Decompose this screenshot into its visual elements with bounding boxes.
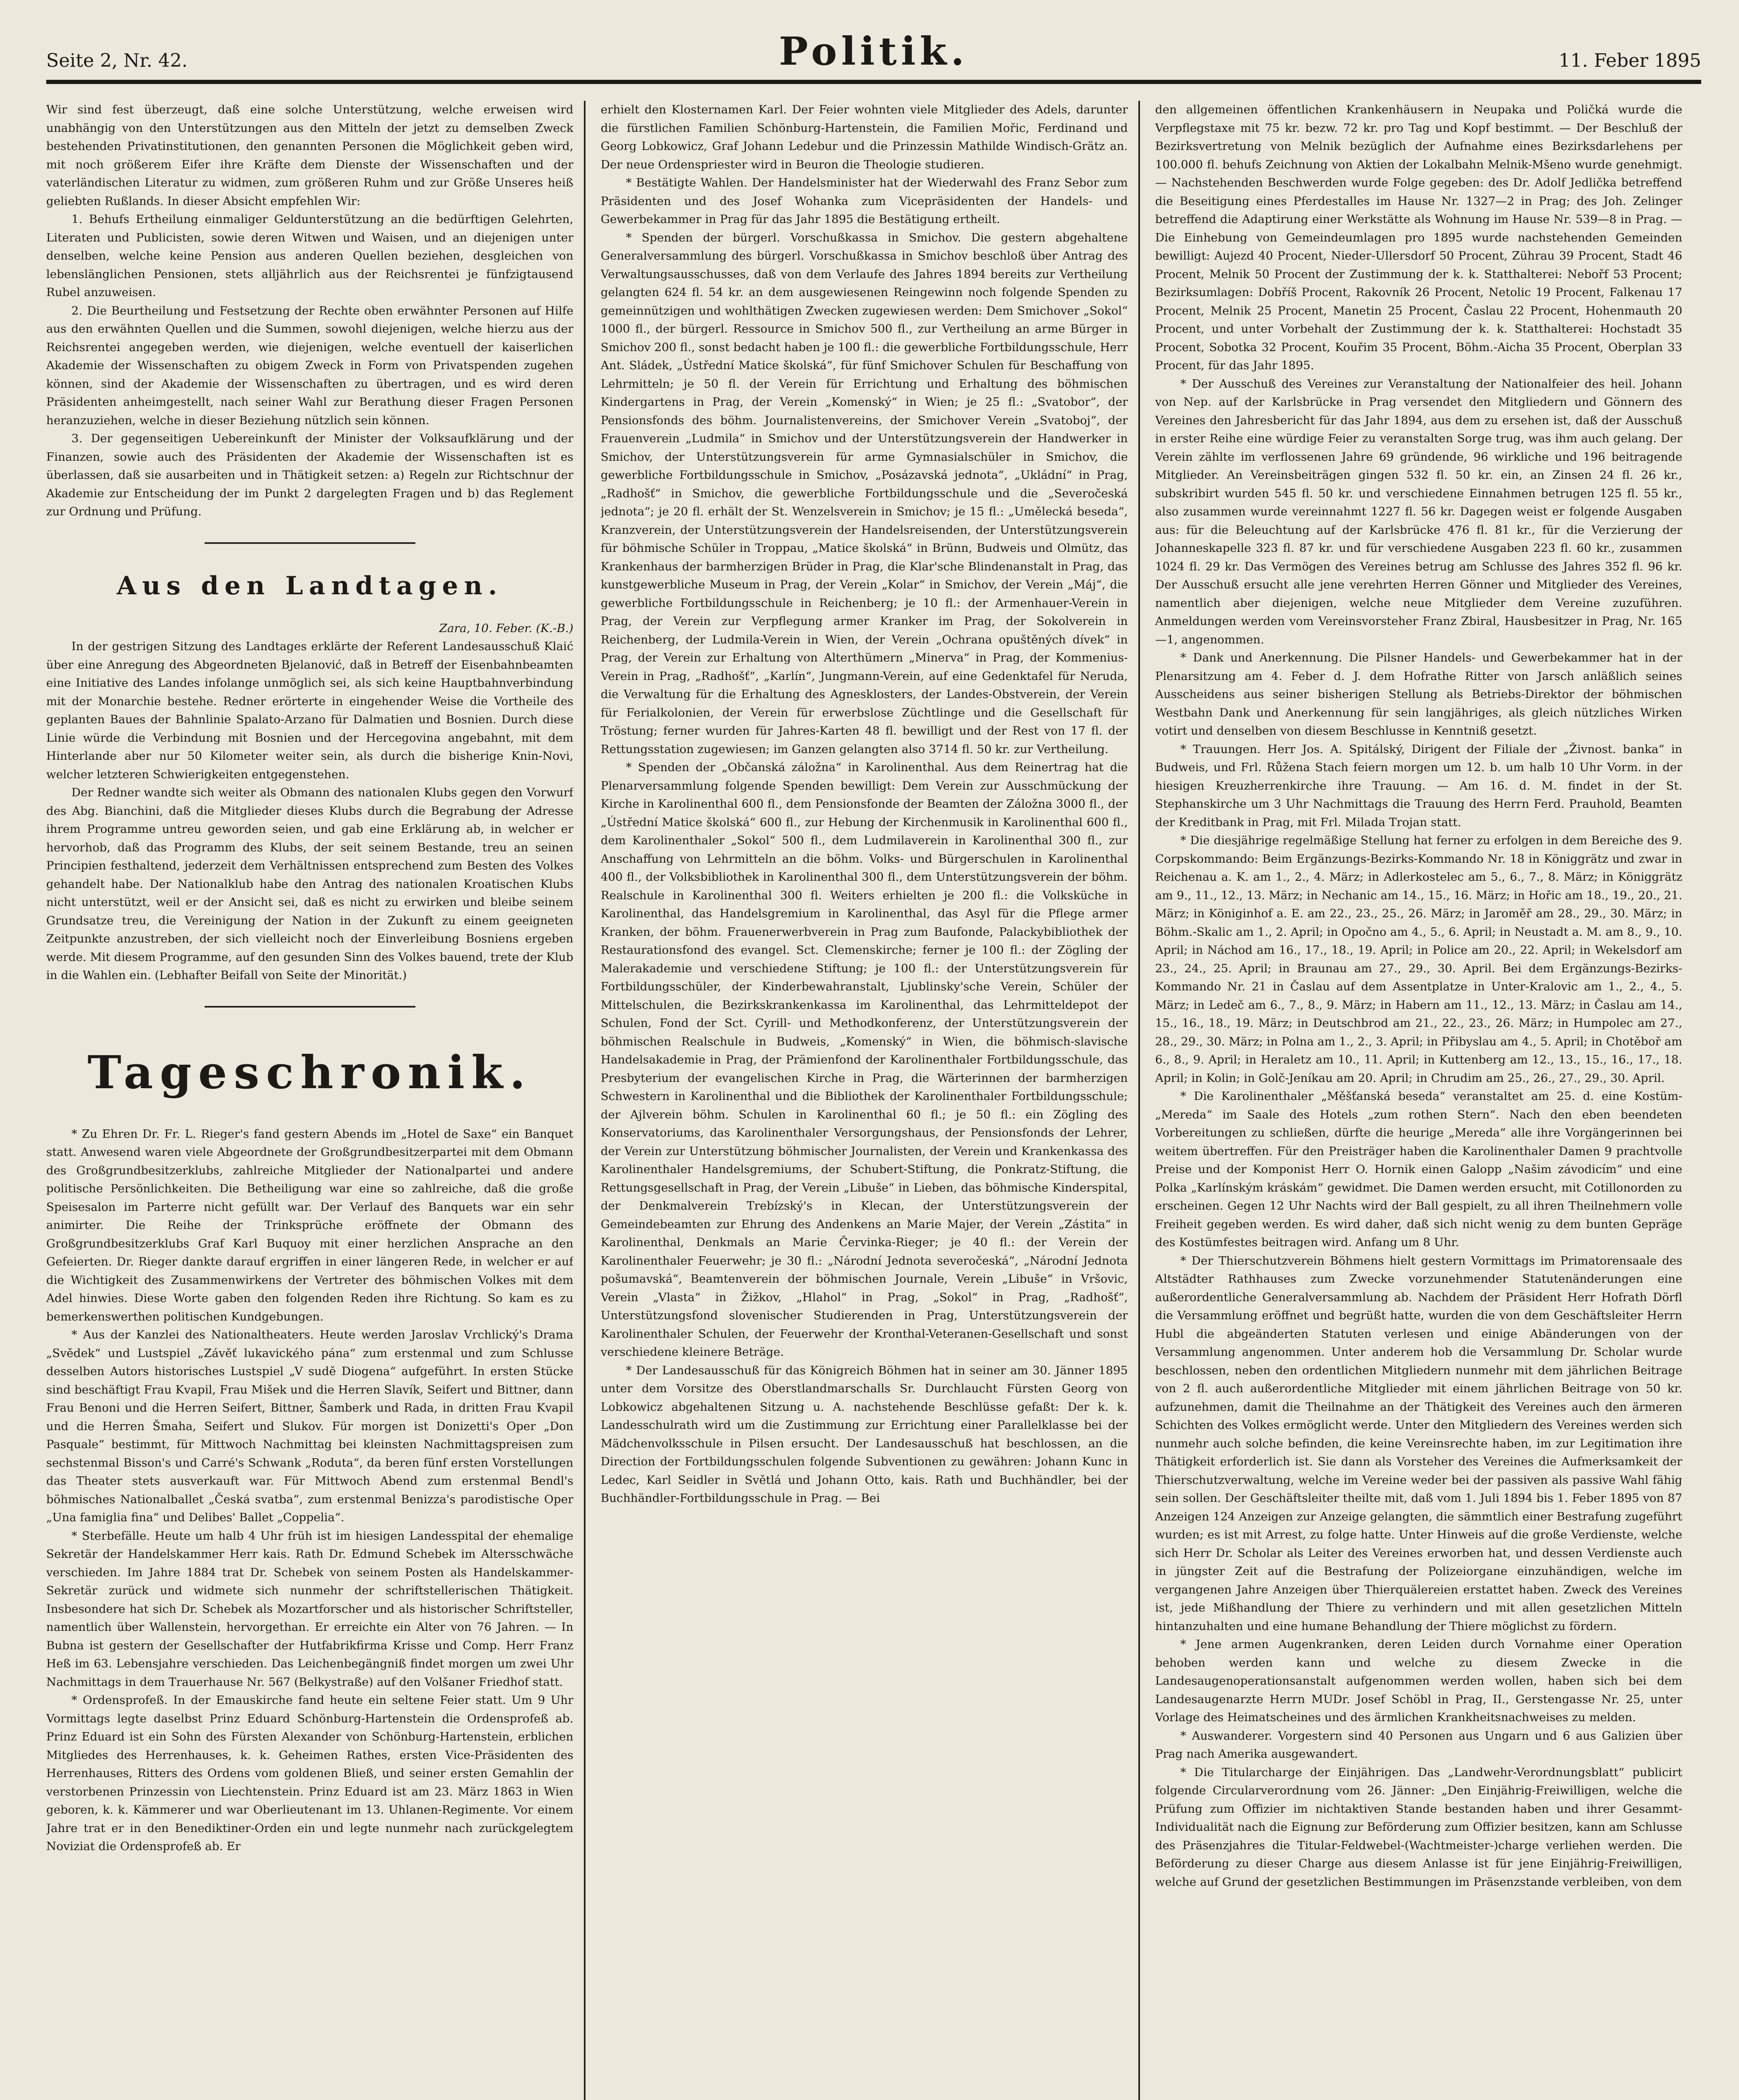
- dateline: Zara, 10. Feber. (K.-B.): [439, 621, 573, 635]
- news-item: * Trauungen. Herr Jos. A. Spitálský, Dirigent der Filiale der „Živnost. banka“ in Budweis, und Frl. Růžena Stach feiern morgen um 12. b. um halb 10 Uhr Vorm. in der hiesigen Kreuzherrenkirche ihre Trauung. — Am 16. d. M. findet in der St. Stephanskirche um 3 Uhr Nachmittags die Trauung des Herrn Ferd. Prauhold, Beamten der Kreditbank in Prag, mit Frl. Milada Trojan statt.: [1155, 742, 1682, 829]
- news-item: * Der Ausschuß des Vereines zur Veranstaltung der Nationalfeier des heil. Johann von Nep. auf der Karlsbrücke in Prag versendet den Mitgliedern und Gönnern des Vereines den Jahresbericht für das Jahr 1894, aus dem zu ersehen ist, daß der Ausschuß in erster Reihe eine würdige Feier zu veranstalten Sorge trug, was ihm auch gelang. Der Verein zählte im verflossenen Jahre 69 gründende, 96 wirkliche und 196 beitragende Mitglieder. An Vereinsbeiträgen gingen 532 fl. 50 kr. ein, an Zinsen 24 fl. 26 kr., subskribirt wurden 545 fl. 50 kr. und verschiedene Einnahmen betrugen 125 fl. 55 kr., also zusammen wurde vereinnahmt 1227 fl. 56 kr. Dagegen weist er folgende Ausgaben aus: für die Beleuchtung auf der Karlsbrücke 476 fl. 81 kr., für die Verzierung der Johanneskapelle 323 fl. 87 kr. und für verschiedene Ausgaben 223 fl. 60 kr., zusammen 1024 fl. 29 kr. Das Vermögen des Vereines betrug am Schlusse des Jahres 352 fl. 96 kr. Der Ausschuß ersucht alle jene verehrten Herren Gönner und Mitglieder des Vereines, namentlich aber diejenigen, welche neue Mitglieder dem Vereine zuzuführen. Anmeldungen werden vom Vereinsvorsteher Franz Zbiral, Hausbesitzer in Prag, Nr. 165—1, angenommen.: [1155, 377, 1682, 646]
- issue-date: 11. Feber 1895: [1558, 50, 1701, 71]
- column-divider: [584, 101, 586, 2100]
- news-item: * Zu Ehren Dr. Fr. L. Rieger's fand gestern Abends im „Hotel de Saxe“ ein Banquet statt. Anwesend waren viele Abgeordnete der Großgrundbesitzerpartei mit dem Obmann des Großgrundbesitzerklubs, zahlreiche Mitglieder der Nationalpartei und andere politische Persönlichkeiten. Die Betheiligung war eine so zahlreiche, daß die große Speisesalon im Parterre nicht gefüllt war. Der Verlauf des Banquets war ein sehr animirter. Die Reihe der Trinksprüche eröffnete der Obmann des Großgrundbesitzerklubs Graf Karl Buquoy mit einer herzlichen Ansprache an den Gefeierten. Dr. Rieger dankte darauf ergriffen in einer längeren Rede, in welcher er auf die Wichtigkeit des Zusammenwirkens der Vertreter des böhmischen Volkes mit dem Adel hinwies. Diese Worte gaben den folgenden Reden ihre Richtung. So kam es zu bemerkenswerthen politischen Kundgebungen.: [46, 1127, 573, 1323]
- column-2: [601, 101, 1128, 2100]
- page-number: Seite 2, Nr. 42.: [46, 50, 188, 71]
- news-item: * Ordensprofeß. In der Emauskirche fand heute ein seltene Feier statt. Um 9 Uhr Vormittags legte daselbst Prinz Eduard Schönburg-Hartenstein die Ordensprofeß ab. Prinz Eduard ist ein Sohn des Fürsten Alexander von Schönburg-Hartenstein, erblichen Mitgliedes des Herrenhauses, k. k. Geheimen Rathes, ersten Vice-Präsidenten des Herrenhauses, Ritters des Ordens vom goldenen Bließ, und seiner ersten Gemahlin der verstorbenen Prinzessin von Liechtenstein. Prinz Eduard ist am 23. März 1863 in Wien geboren, k. k. Kämmerer und war Oberlieutenant im 13. Uhlanen-Regimente. Vor einem Jahre trat er in den Benediktiner-Orden ein und legte nunmehr nach zurückgelegtem Noviziat die Ordensprofeß ab. Er: [46, 1693, 573, 1853]
- section-divider: [205, 542, 415, 544]
- column-divider: [1138, 101, 1140, 2100]
- column-3: [1155, 101, 1682, 2100]
- news-item: * Spenden der bürgerl. Vorschußkassa in Smichov. Die gestern abgehaltene Generalversammlung des bürgerl. Vorschußkassa in Smichov beschloß über Antrag des Verwaltungsausschusses, daß von dem Verlaufe des Jahres 1894 bereits zur Vertheilung gelangten 624 fl. 54 kr. an dem ausgewiesenen Reingewinn noch folgende Spenden zu gemeinnützigen und wohlthätigen Zwecken zugewiesen werden: Dem Smichover „Sokol“ 1000 fl., der bürgerl. Ressource in Smichov 500 fl., zur Vertheilung an arme Bürger in Smichov 200 fl., sonst bedacht haben je 100 fl.: die gewerbliche Fortbildungsschule, Herr Ant. Sládek, „Ústřední Matice školská“, für fünf Smichover Schulen für Beschaffung von Lehrmitteln; je 50 fl. der Verein für Errichtung und Erhaltung des böhmischen Kindergartens in Prag, der Verein „Komenský“ in Wien; je 25 fl.: „Svatobor“, der Pensionsfonds des böhm. Journalistenvereins, der Smichover Verein „Svatoboj“, der Frauenverein „Ludmila“ in Smichov und der Unterstützungsverein der Handwerker in Smichov, der Unterstützungsverein für arme Gymnasialschüler in Smichov, die gewerbliche Fortbildungsschule in Smichov, „Posázavská jednota“, „Ukládní“ in Prag, „Radhošť“ in Smichov, die gewerbliche Fortbildungsschule und die „Severočeská jednota“; je 20 fl. erhält der St. Wenzelsverein in Smichov; je 15 fl.: „Umělecká beseda“, Kranzverein, der Unterstützungsverein der Handelsreisenden, der Unterstützungsverein für böhmische Schüler in Troppau, „Matice školská“ in Brünn, Budweis und Olmütz, das Krankenhaus der barmherzigen Brüder in Prag, die Klar'sche Blindenanstalt in Prag, das kunstgewerbliche Museum in Prag, der Verein „Kolar“ in Smichov, der Verein „Máj“, die gewerbliche Fortbildungsschule in Reichenberg; je 10 fl.: der Armenhauer-Verein in Prag, der Verein zur Verpflegung armer Kranker im Prag, der Sokolverein in Reichenberg, der Ludmila-Verein in Wien, der Verein „Ochrana opuštěných dívek“ in Prag, der Verein zur Erhaltung von Alterthümern „Minerva“ in Prag, der Kommenius-Verein in Prag, „Radhošť“, „Karlín“, Jungmann-Verein, auf eine Gedenktafel für Neruda, die Verwaltung für die Erhaltung des Agnesklosters, der Landes-Obstverein, der Verein für Ferialkolonien, der Verein für erwerbslose Züchtlinge und die Gesellschaft für Tröstung; ferner wurden für Jahres-Karten 48 fl. bewilligt und der Rest von 17 fl. der Rettungsstation zugewiesen; im Ganzen gelangten also 3714 fl. 50 kr. zur Vertheilung.: [601, 231, 1128, 756]
- column-1: [46, 101, 573, 2100]
- section-heading-landtagen: Aus den Landtagen.: [116, 571, 503, 601]
- article-paragraph: Wir sind fest überzeugt, daß eine solche Unterstützung, welche erweisen wird unabhängig von den Unterstützungen aus den Mitteln der jetzt zu demselben Zweck bestehenden Privatinstitutionen, den genannten Personen die Möglichkeit geben wird, mit noch größerem Eifer ihre Kräfte dem Dienste der Wissenschaften und der vaterländischen Literatur zu widmen, zum größeren Ruhm und zur Größe Unseres heiß geliebten Rußlands. In dieser Absicht empfehlen Wir:: [46, 103, 573, 208]
- article-paragraph: Der Redner wandte sich weiter als Obmann des nationalen Klubs gegen den Vorwurf des Abg. Bianchini, daß die Mitglieder dieses Klubs durch die Begrabung der Adresse ihrem Programme untreu geworden seien, und gab eine Erklärung ab, in welcher er hervorhob, daß das Programm des Klubs, der seit seinem Bestande, treu an seinen Principien festhaltend, jederzeit dem Verhältnissen entsprechend zum Besten des Volkes gehandelt habe. Der Nationalklub habe den Antrag des nationalen Kroatischen Klubs nicht unterstützt, weil er der Ansicht sei, daß es nicht zu erwirken und bleibe seinem Grundsatze treu, die Vereinigung der Nation in der Zukunft zu einem geeigneten Zeitpunkte anzustreben, der sich vielleicht noch der Einverleibung Bosniens ergeben werde. Mit diesem Programme, auf den gesunden Sinn des Volkes bauend, trete der Klub in die Wahlen ein. (Lebhafter Beifall von Seite der Minorität.): [46, 786, 573, 982]
- news-item: * Spenden der „Občanská záložna“ in Karolinenthal. Aus dem Reinertrag hat die Plenarversammlung folgende Spenden bewilligt: Dem Verein zur Ausschmückung der Kirche in Karolinenthal 600 fl., dem Pensionsfonde der Beamten der Záložna 3000 fl., der „Ústřední Matice školská“ 600 fl., zur Hebung der Kirchenmusik in Karolinenthal 600 fl., dem Karolinenthaler „Sokol“ 500 fl., dem Ludmilaverein in Karolinenthal 300 fl., zur Anschaffung von Lehrmitteln an die böhm. Volks- und Bürgerschulen in Karolinenthal 400 fl., der Volksbibliothek in Karolinenthal 300 fl., dem Unterstützungsverein der böhm. Realschule in Karolinenthal 300 fl. Weiters erhielten je 200 fl.: die Volksküche in Karolinenthal, das Handelsgremium in Karolinenthal, das Asyl für die Pflege armer Kranken, der böhm. Frauenerwerbverein in Prag zum Baufonde, Palackybibliothek der Restaurationsfond des evangel. Sct. Clemenskirche; ferner je 100 fl.: der Zögling der Malerakademie und verschiedene Stiftung; je 100 fl.: der Unterstützungsverein für Fortbildungsschüler, der Kinderbewahranstalt, Ljublinsky'sche Verein, Schüler der Mittelschulen, die Bezirkskrankenkassa im Karolinenthal, das Lehrmitteldepot der Schulen, Fond der Sct. Cyrill- und Methodkonferenz, der Unterstützungsverein der böhmischen Realschule in Budweis, „Komenský“ in Wien, die böhmisch-slavische Handelsakademie in Prag, der Prämienfond der Karolinenthaler Fortbildungsschule, das Presbyterium der evangelischen Kirche in Prag, die Wärterinnen der barmherzigen Schwestern in Karolinenthal und die Bibliothek der Karolinenthaler Fortbildungsschule; der Ajlverein böhm. Schulen in Karolinenthal 60 fl.; je 50 fl.: ein Zögling des Konservatoriums, das Karolinenthaler Versorgungshaus, der Pensionsfonds der Lehrer, der Verein zur Unterstützung böhmischer Journalisten, der Verein und Krankenkassa des Karolinenthaler Handelsgremiums, der Schubert-Stiftung, die Ponkratz-Stiftung, die Rettungsgesellschaft in Prag, der Verein „Libuše“ in Lieben, das böhmische Kinderspital, der Denkmalverein Trebízský's in Klecan, der Unterstützungsverein der Gemeindebeamten zur Ehrung des Andenkens an Marie Majer, der Verein „Zástita“ in Karolinenthal, Denkmals an Marie Červinka-Rieger; je 40 fl.: der Verein der Karolinenthaler Feuerwehr; je 30 fl.: „Národní Jednota severočeská“, „Národní Jednota pošumavská“, Beamtenverein der böhmischen Journale, Verein „Libuše“ in Vršovic, Verein „Vlasta“ in Žižkov, „Hlahol“ in Prag, „Sokol“ in Prag, „Radhošť“, Unterstützungsfond slovenischer Studierenden in Prag, Unterstützungsverein der Karolinenthaler Schulen, der Feuerwehr der Kronthal-Veteranen-Gesellschaft und sonst verschiedene kleinere Beträge.: [601, 761, 1128, 1359]
- news-item: * Die Titularcharge der Einjährigen. Das „Landwehr-Verordnungsblatt“ publicirt folgende Circularverordnung vom 26. Jänner: „Den Einjährig-Freiwilligen, welche die Prüfung zum Offizier im nichtaktiven Stande bestanden haben und ihrer Gesammt-Individualität nach die Eignung zur Beförderung zum Offizier besitzen, kann am Schlusse des Präsenzjahres die Titular-Feldwebel-(Wachtmeister-)charge verliehen werden. Die Beförderung zu dieser Charge aus diesem Anlasse ist für jene Einjährig-Freiwilligen, welche auf Grund der gesetzlichen Bestimmungen im Präsenzstande verbleiben, von dem: [1155, 1765, 1682, 1889]
- section-heading-tageschronik: Tageschronik.: [87, 1046, 532, 1099]
- news-item: * Der Thierschutzverein Böhmens hielt gestern Vormittags im Primatorensaale des Altstädter Rathhauses zum Zwecke vorzunehmender Statutenänderungen eine außerordentliche Generalversammlung ab. Nachdem der Präsident Herr Hofrath Dörfl die Versammlung eröffnet und begrüßt hatte, wurden die von dem Geschäftsleiter Herrn Hubl die abgeänderten Statuten verlesen und einige Abänderungen von der Versammlung angenommen. Unter anderem hob die Versammlung Dr. Scholar wurde beschlossen, neben den ordentlichen Mitgliedern nunmehr mit dem jährlichen Beitrage von 2 fl. auch außerordentliche Mitglieder mit einem jährlichen Beitrage von 50 kr. aufzunehmen, damit die Theilnahme an der Thätigkeit des Vereines auch den ärmeren Schichten des Volkes ermöglicht werde. Unter den Mitgliedern des Vereines werden sich nunmehr auch solche befinden, die keine Vereinsrechte haben, im zur Legitimation ihre Thätigkeit erforderlich ist. Sie dann als Vorsteher des Vereines die Aufmerksamkeit der Thierschutzverwaltung, welche im Vereine weder bei der passiven als passive Wahl fähig sein sollen. Der Geschäftsleiter theilte mit, daß vom 1. Juli 1894 bis 1. Feber 1895 von 87 Anzeigen 124 Anzeigen zur Anzeige gelangten, die sämmtlich einer Bestrafung zugeführt wurden; es ist mit Arrest, zu folge hatte. Unter Hinweis auf die große Verdienste, welche sich Herr Dr. Scholar als Leiter des Vereines erworben hat, und dessen Verdienste auch in jüngster Zeit auf die Bestrafung der Polizeiorgane einzuhändigen, welche im vergangenen Jahre Anzeigen über Thierquälereien erstattet haben. Zweck des Vereines ist, jede Mißhandlung der Thiere zu verhindern und mit allen gesetzlichen Mitteln hintanzuhalten und eine humane Behandlung der Thiere möglichst zu fördern.: [1155, 1254, 1682, 1633]
- article-paragraph: 3. Der gegenseitigen Uebereinkunft der Minister der Volksaufklärung und der Finanzen, sowie auch des Präsidenten der Akademie der Wissenschaften ist es überlassen, daß sie ausarbeiten und in Thätigkeit setzen: a) Regeln zur Richtschnur der Akademie zur Entscheidung der im Punkt 2 dargelegten Fragen und b) das Reglement zur Ordnung und Prüfung.: [46, 432, 573, 518]
- news-item: * Bestätigte Wahlen. Der Handelsminister hat der Wiederwahl des Franz Sebor zum Präsidenten und des Josef Wohanka zum Vicepräsidenten der Handels- und Gewerbekammer in Prag für das Jahr 1895 die Bestätigung ertheilt.: [601, 176, 1128, 226]
- news-item: * Auswanderer. Vorgestern sind 40 Personen aus Ungarn und 6 aus Galizien über Prag nach Amerika ausgewandert.: [1155, 1729, 1682, 1761]
- news-item: * Dank und Anerkennung. Die Pilsner Handels- und Gewerbekammer hat in der Plenarsitzung am 4. Feber d. J. dem Hofrathe Ritter von Jarsch anläßlich seines Ausscheidens aus seiner bisherigen Stellung als Betriebs-Direktor der böhmischen Westbahn Dank und Anerkennung für sein langjähriges, als gleich nützliches Wirken votirt und denselben von diesem Beschlusse in Kenntniß gesetzt.: [1155, 651, 1682, 738]
- news-item: * Die diesjährige regelmäßige Stellung hat ferner zu erfolgen in dem Bereiche des 9. Corpskommando: Beim Ergänzungs-Bezirks-Kommando Nr. 18 in Königgrätz und zwar in Reichenau a. K. am 1., 2., 4. März; in Adlerkostelec am 5., 6., 7., 8. März; in Königgrätz am 9., 11., 12., 13. März; in Nechanic am 14., 15., 16. März; in Hořic am 18., 19., 20., 21. März; in Königinhof a. E. am 22., 23., 25., 26. März; in Jaroměř am 28., 29., 30. März; in Böhm.-Skalic am 1., 2. April; in Opočno am 4., 5., 6. April; in Neustadt a. M. am 8., 9., 10. April; in Náchod am 16., 17., 18., 19. April; in Police am 20., 22. April; in Wekelsdorf am 23., 24., 25. April; in Braunau am 27., 29., 30. April. Bei dem Ergänzungs-Bezirks-Kommando Nr. 21 in Časlau auf dem Assentplatze in Unter-Kralovic am 1., 2., 4., 5. März; in Ledeč am 6., 7., 8., 9. März; in Habern am 11., 12., 13. März; in Časlau am 14., 15., 16., 18., 19. März; in Deutschbrod am 21., 22., 23., 26. März; in Humpolec am 27., 28., 29., 30. März; in Polna am 1., 2., 3. April; in Přibyslau am 4., 5. April; in Chotěboř am 6., 8., 9. April; in Heraletz am 10., 11. April; in Kuttenberg am 12., 13., 15., 16., 17., 18. April; in Kolin; in Golč-Jeníkau am 20. April; in Chrudim am 25., 26., 27., 29., 30. April.: [1155, 834, 1682, 1085]
- news-item: * Aus der Kanzlei des Nationaltheaters. Heute werden Jaroslav Vrchlický's Drama „Svědek“ und Lustspiel „Závěť lukavického pána“ zum erstenmal und zum Schlusse desselben Autors historisches Lustspiel „V sudě Diogena“ aufgeführt. In ersten Stücke sind beschäftigt Frau Kvapil, Frau Mišek und die Herren Slavík, Seifert und Bittner, dann Frau Benoni und die Herren Seifert, Bittner, Šamberk und Rada, in dritten Frau Kvapil und die Herren Šmaha, Seifert und Slukov. Für morgen ist Donizetti's Oper „Don Pasquale“ bestimmt, für Mittwoch Nachmittag bei kleinsten Nachmittagspreisen zum sechstenmal Bisson's und Carré's Schwank „Roduta“, da beren fünf ersten Vorstellungen das Theater stets ausverkauft war. Für Mittwoch Abend zum erstenmal Bendl's böhmisches Nationalballet „Česká svatba“, zum erstenmal Benizza's parodistische Oper „Una famiglia fina“ und Delibes' Ballet „Coppelia“.: [46, 1328, 573, 1524]
- news-item: den allgemeinen öffentlichen Krankenhäusern in Neupaka und Poličká wurde die Verpflegstaxe mit 75 kr. bezw. 72 kr. pro Tag und Kopf bestimmt. — Der Beschluß der Bezirksvertretung von Melnik bezüglich der Aufnahme eines Bezirksdarlehens per 100.000 fl. behufs Zeichnung von Aktien der Lokalbahn Melnik-Mšeno wurde genehmigt. — Nachstehenden Beschwerden wurde Folge gegeben: des Dr. Adolf Jedlička betreffend die Beseitigung eines Pferdestalles im Hause Nr. 1327—2 in Prag; des Joh. Zelinger betreffend die Adaptirung einer Werkstätte als Wohnung im Hause Nr. 539—8 in Prag. — Die Einhebung von Gemeindeumlagen pro 1895 wurde nachstehenden Gemeinden bewilligt: Aujezd 40 Procent, Nieder-Ullersdorf 50 Procent, Zührau 39 Procent, Stadt 46 Procent, Melnik 50 Procent der Zustimmung der k. k. Statthalterei: Nebořf 53 Procent; Bezirksumlagen: Dobříš Procent, Rakovník 26 Procent, Netolic 19 Procent, Falkenau 17 Procent, Melnik 25 Procent, Manetin 25 Procent, Časlau 22 Procent, Hohenmauth 20 Procent, und unter Vorbehalt der Zustimmung der k. k. Statthalterei: Hochstadt 35 Procent, Sobotka 32 Procent, Kouřim 35 Procent, Böhm.-Aicha 35 Procent, Oberplan 33 Procent, für das Jahr 1895.: [1155, 103, 1682, 372]
- section-title: Politik.: [779, 29, 969, 74]
- news-item: * Der Landesausschuß für das Königreich Böhmen hat in seiner am 30. Jänner 1895 unter dem Vorsitze des Oberstlandmarschalls Sr. Durchlaucht Fürsten Georg von Lobkowicz abgehaltenen Sitzung u. A. nachstehende Beschlüsse gefaßt: Der k. k. Landesschulrath wird um die Zustimmung zur Errichtung einer Parallelklasse bei der Mädchenvolksschule in Pilsen ersucht. Der Landesausschuß hat beschlossen, an die Direction der Fortbildungsschulen folgende Subventionen zu gewähren: Johann Kunc in Ledec, Karl Seidler in Světlá und Johann Otto, kais. Rath und Buchhändler, bei der Buchhändler-Fortbildungsschule in Prag. — Bei: [601, 1363, 1128, 1505]
- news-item: erhielt den Klosternamen Karl. Der Feier wohnten viele Mitglieder des Adels, darunter die fürstlichen Familien Schönburg-Hartenstein, die Familien Mořic, Ferdinand und Georg Lobkowicz, Graf Johann Ledebur und die Prinzessin Mathilde Windisch-Grätz an. Der neue Ordenspriester wird in Beuron die Theologie studieren.: [601, 103, 1128, 171]
- news-item: * Sterbefälle. Heute um halb 4 Uhr früh ist im hiesigen Landesspital der ehemalige Sekretär der Handelskammer Herr kais. Rath Dr. Edmund Schebek im Altersschwäche verschieden. Im Jahre 1884 trat Dr. Schebek von seinem Posten als Handelskammer-Sekretär zurück und widmete sich nunmehr der schriftstellerischen Thätigkeit. Insbesondere hat sich Dr. Schebek als Mozartforscher und als historischer Schriftsteller, namentlich über Wallenstein, hervorgethan. Er erreichte ein Alter von 76 Jahren. — In Bubna ist gestern der Gesellschafter der Hutfabrikfirma Krisse und Comp. Herr Franz Heß im 63. Lebensjahre verschieden. Das Leichenbegängniß findet morgen um zwei Uhr Nachmittags in dem Trauerhause Nr. 567 (Belkystraße) auf den Volšaner Friedhof statt.: [46, 1529, 573, 1689]
- page-header: [46, 17, 1701, 84]
- article-paragraph: 2. Die Beurtheilung und Festsetzung der Rechte oben erwähnter Personen auf Hilfe aus den erwähnten Quellen und die Summen, sowohl diejenigen, welche hierzu aus der Reichsrentei angegeben werden, wie diejenigen, welche eventuell der kaiserlichen Akademie der Wissenschaften zu obigem Zweck in Form von Privatspenden zugehen können, sind der Akademie der Wissenschaften zu übertragen, und es wird deren Präsidenten anheimgestellt, nach seiner Wahl zur Berathung dieser Fragen Personen heranzuziehen, welche in dieser Beziehung nützlich sein können.: [46, 304, 573, 427]
- news-item: * Die Karolinenthaler „Měšťanská beseda“ veranstaltet am 25. d. eine Kostüm-„Mereda“ im Saale des Hotels „zum rothen Stern“. Nach den eben beendeten Vorbereitungen zu schließen, dürfte die heurige „Mereda“ alle ihre Vorgängerinnen bei weitem übertreffen. Für den Preisträger haben die Karolinenthaler Damen 9 prachtvolle Preise und der Komponist Herr O. Hornik einen Galopp „Našim závodicím“ und eine Polka „Karlínským kráskám“ gewidmet. Die Damen werden ersucht, mit Cotillonorden zu erscheinen. Gegen 12 Uhr Nachts wird der Ball gespielt, zu all ihren Theilnehmern volle Freiheit gegeben werden. Es wird daher, daß sich nicht wenig zu dem bunten Gepräge des Kostümfestes beitragen wird. Anfang um 8 Uhr.: [1155, 1089, 1682, 1249]
- article-paragraph: 1. Behufs Ertheilung einmaliger Geldunterstützung an die bedürftigen Gelehrten, Literaten und Publicisten, sowie deren Witwen und Waisen, und an diejenigen unter denselben, welche keine Pension aus anderen Quellen beziehen, desgleichen von lebenslänglichen Pensionen, stets alljährlich aus der Reichsrentei je fünfzigtausend Rubel anzuweisen.: [46, 213, 573, 299]
- news-item: * Jene armen Augenkranken, deren Leiden durch Vornahme einer Operation behoben werden kann und welche zu diesem Zwecke in die Landesaugenoperationsanstalt aufgenommen werden wollen, haben sich bei dem Landesaugenarzte Herrn MUDr. Josef Schöbl in Prag, II., Gerstengasse Nr. 25, unter Vorlage des Heimatscheines und des ärmlichen Krankheitsnachweises zu melden.: [1155, 1638, 1682, 1724]
- article-paragraph: In der gestrigen Sitzung des Landtages erklärte der Referent Landesausschuß Klaić über eine Anregung des Abgeordneten Bjelanović, daß in Betreff der Eisenbahnbeamten eine Initiative des Landes infolange unmöglich sei, als sich keine Hauptbahnverbindung mit der Monarchie bestehe. Redner erörterte in eingehender Weise die Vortheile des geplanten Baues der Bahnlinie Spalato-Arzano für Dalmatien und Bosnien. Durch diese Linie würde die Verbindung mit Bosnien und der Hercegovina angebahnt, mit dem Hinterlande aber nur 50 Kilometer weiter sein, als durch die bisherige Knin-Novi, welcher letzteren Schwierigkeiten entgegenstehen.: [46, 640, 573, 781]
- section-divider: [205, 1006, 415, 1008]
